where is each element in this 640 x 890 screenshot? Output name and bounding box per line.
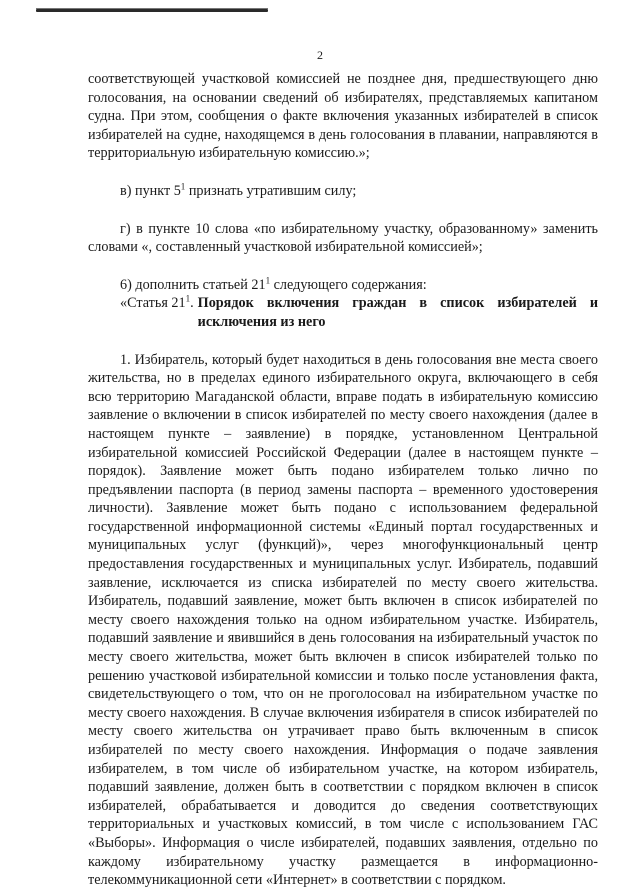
- item-6-superscript: 1: [265, 275, 271, 286]
- article-superscript: 1: [185, 293, 191, 304]
- article-number: «Статья $21^1$.: [120, 293, 194, 312]
- item-6-suffix: следующего содержания:: [270, 276, 427, 293]
- item-v-prefix: в) пункт 5: [120, 182, 181, 199]
- clause-1: 1. Избиратель, который будет находиться в день голосования вне места своего жительства, но в пределах единого избирательного округа, включающего в себя всю территорию Магаданской области, вправе подать в избирательную комиссию заявление о включении в список избирателей по месту своего нахождения (далее в настоящем пункте – заявление) в порядке, установленном Центральной избирательной комиссией Российской Федерации (далее в настоящем пункте – порядок). Заявление может быть подано избирателем только лично по предъявлении паспорта (в период замены паспорта – временного удостоверения личности). Заявление может быть подано с использованием федеральной государственной информационной системы «Единый портал государственных и муниципальных услуг (функций)», через многофункциональный центр предоставления государственных и муниципальных услуг. Избиратель, подавший заявление, исключается из списка избирателей по месту своего жительства. Избиратель, подавший заявление, может быть включен в список избирателей по месту своего нахождения только на одном избирательном участке. Избиратель, подавший заявление и явившийся в день голосования на избирательный участок по месту своего жительства, может быть включен в список избирателей только по решению участковой избирательной комиссии и только после установления факта, свидетельствующего о том, что он не проголосовал на избирательном участке по месту своего нахождения. В случае включения избирателя в список избирателей по месту своего жительства он утрачивает право быть включенным в список избирателей по месту своего нахождения. Информация о подаче заявления избирателем, в том числе об избирательном участке, на котором избиратель, подавший заявление, должен быть в соответствии с порядком включен в список избирателей, обрабатывается и доводится до сведения соответствующих территориальных и участковых комиссий, в том числе с использованием ГАС «Выборы». Информация о числе избирателей, подавших заявления, отдельно по каждому избирательному участку размещается в информационно-телекоммуникационной сети «Интернет» в соответствии с порядком.: [88, 351, 598, 889]
- page-number: 2: [317, 48, 323, 62]
- scan-artifact-bar: [36, 9, 268, 12]
- article-heading: [88, 294, 598, 331]
- document-body: [88, 70, 598, 890]
- item-v-superscript: 1: [180, 181, 186, 192]
- item-v-suffix: признать утратившим силу;: [185, 182, 357, 199]
- article-title: Порядок включения граждан в список избирателей и исключения из него: [197, 295, 598, 330]
- item-6-prefix: 6) дополнить статьей 21: [120, 276, 266, 293]
- paragraph-continuation: соответствующей участковой комиссией не позднее дня, предшествующего дню голосования, на основании сведений об избирателях, представляемых капитаном судна. При этом, сообщения о факте включения указанных избирателей в список избирателей на судне, находящемся в день голосования в плавании, направляются в территориальную избирательную комиссию.»;: [88, 71, 598, 162]
- item-v: [88, 182, 598, 201]
- item-6: [88, 276, 598, 295]
- item-g: г) в пункте 10 слова «по избирательному участку, образованному» заменить словами «, составленный участковой избирательной комиссией»;: [88, 220, 598, 256]
